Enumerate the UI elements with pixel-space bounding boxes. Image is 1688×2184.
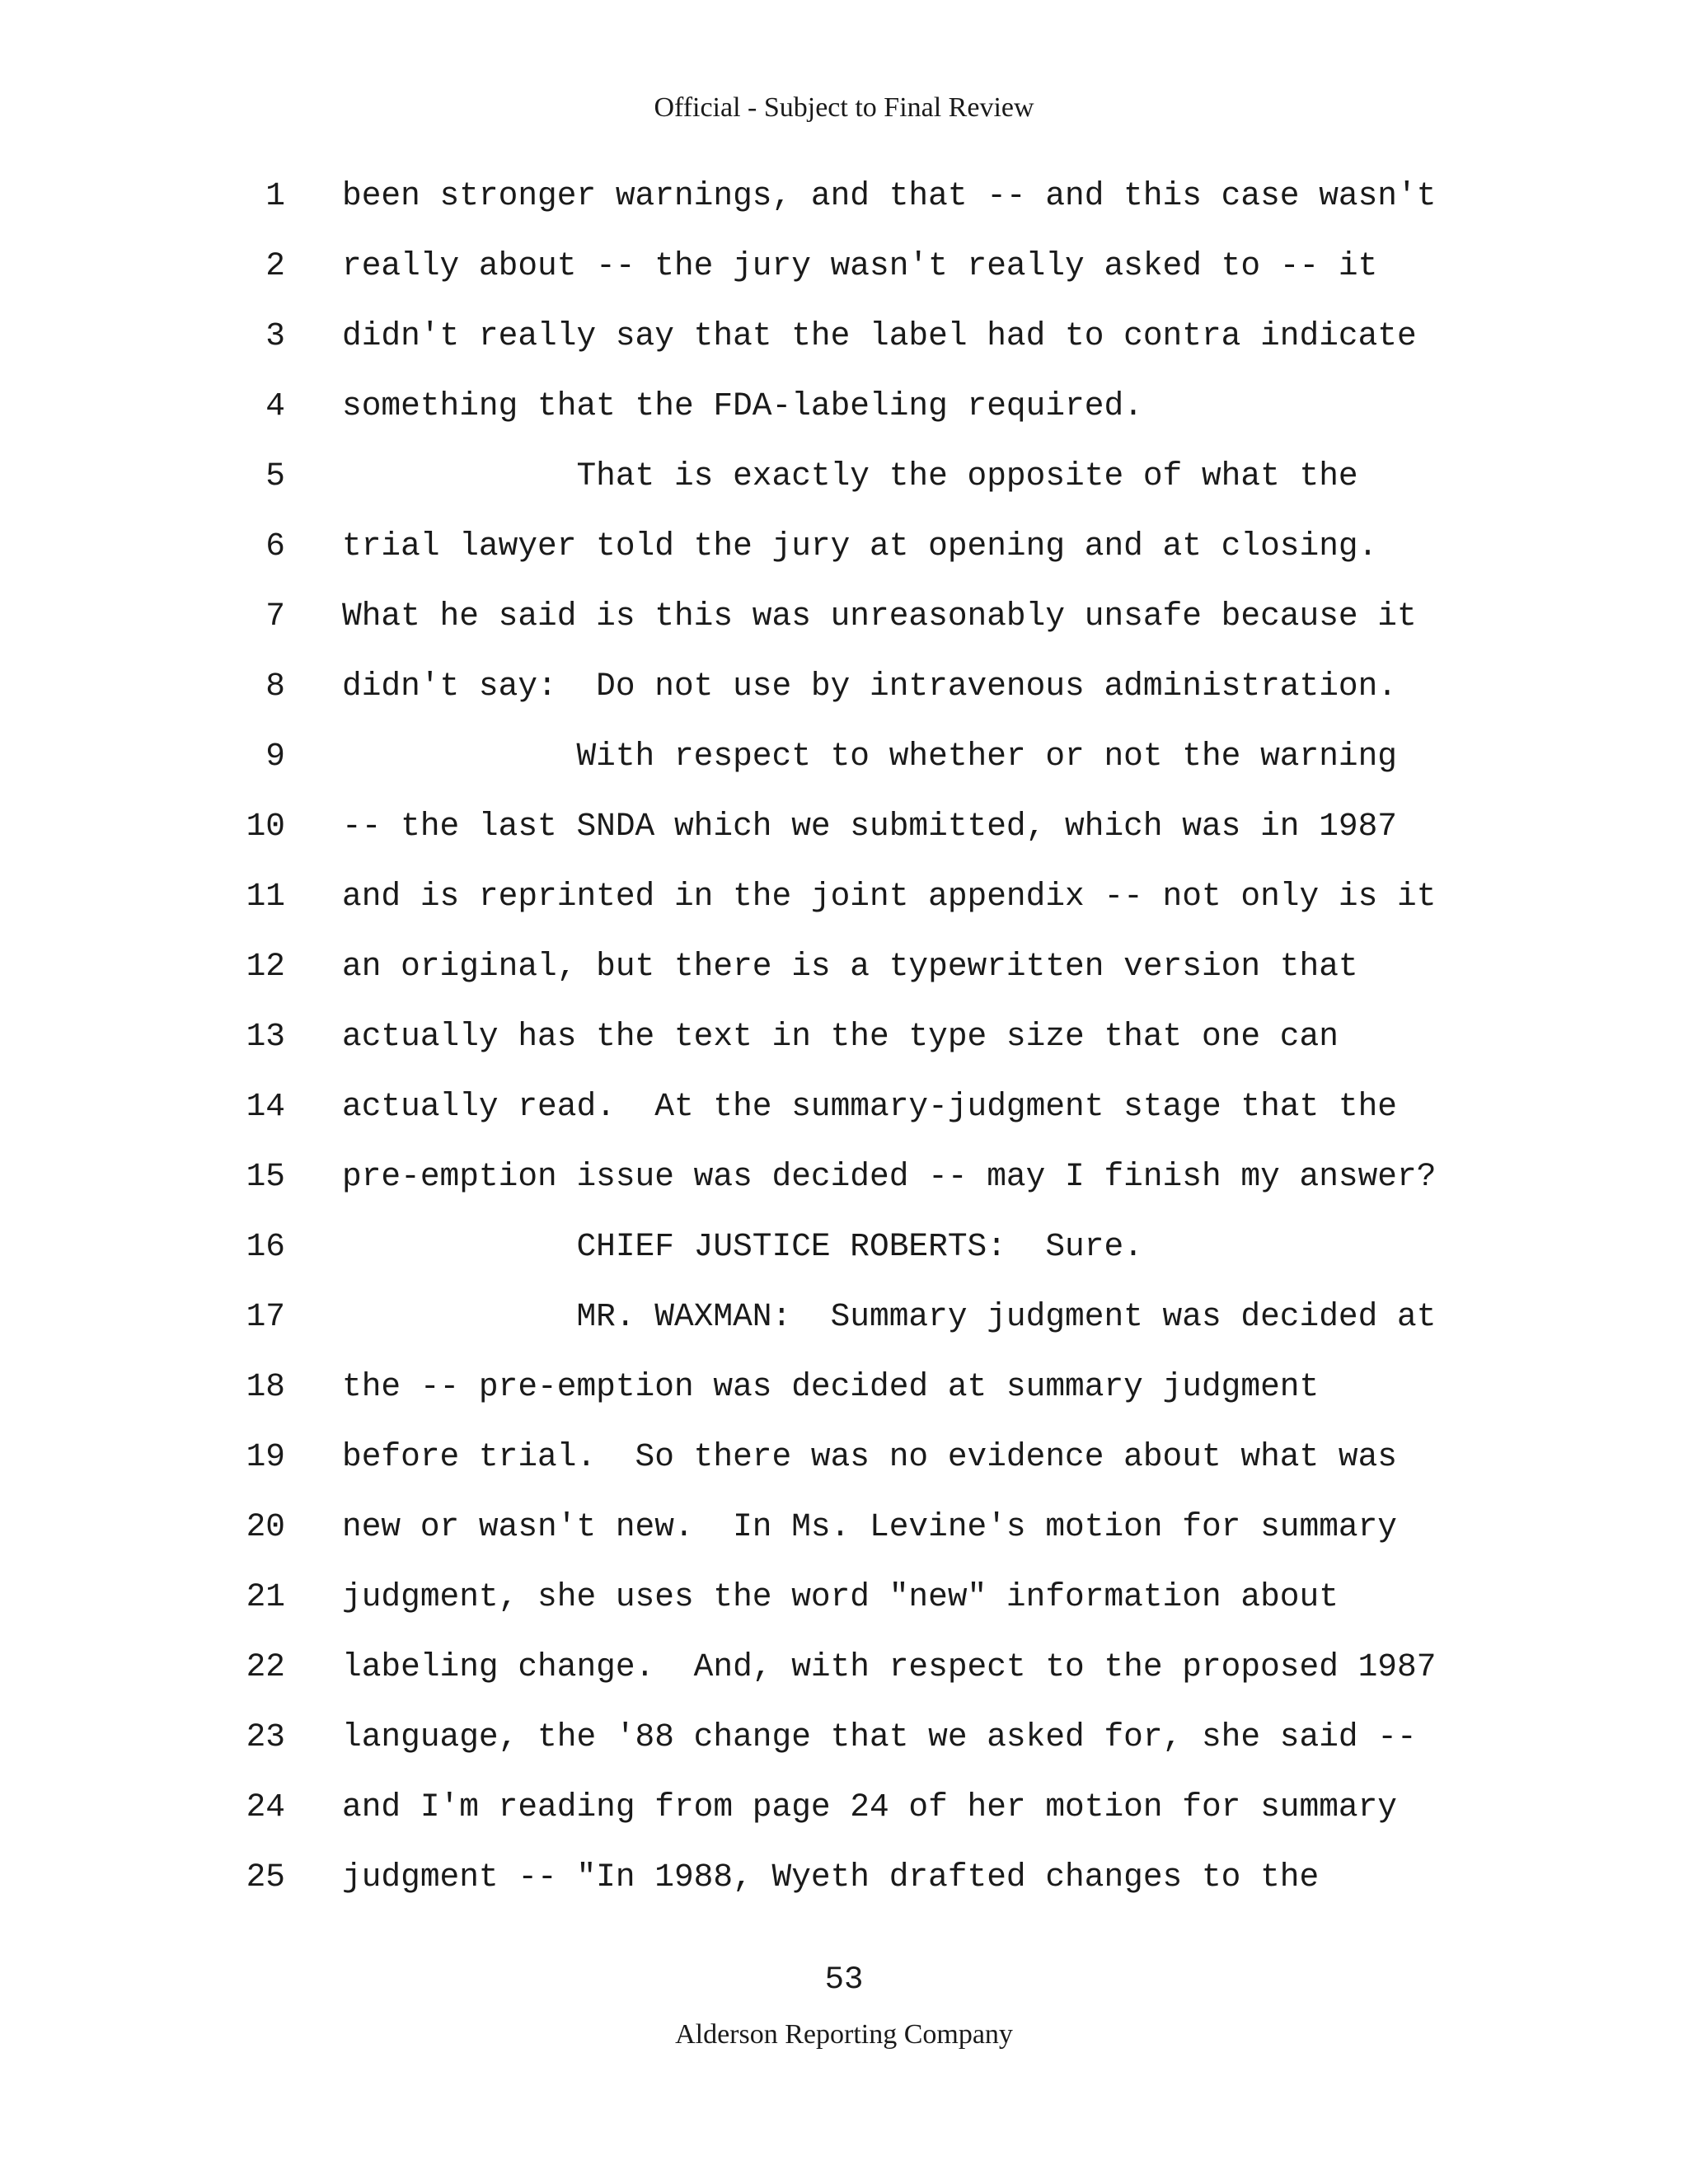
line-number: 24: [246, 1788, 285, 1825]
line-text: With respect to whether or not the warning: [342, 738, 1398, 775]
transcript-line: [0, 1783, 1688, 1853]
line-text: been stronger warnings, and that -- and this case wasn't: [342, 177, 1437, 214]
line-text: -- the last SNDA which we submitted, which was in 1987: [342, 808, 1398, 845]
transcript-line: [0, 382, 1688, 452]
line-text: and I'm reading from page 24 of her motion for summary: [342, 1788, 1398, 1825]
line-number: 8: [265, 668, 285, 705]
transcript-line: [0, 942, 1688, 1012]
line-text: CHIEF JUSTICE ROBERTS: Sure.: [342, 1228, 1143, 1265]
line-number: 19: [246, 1438, 285, 1475]
line-number: 21: [246, 1578, 285, 1615]
line-text: didn't say: Do not use by intravenous administration.: [342, 668, 1398, 705]
line-number: 22: [246, 1648, 285, 1685]
line-number: 14: [246, 1088, 285, 1125]
line-number: 11: [246, 878, 285, 915]
transcript-line: [0, 662, 1688, 732]
line-text: judgment, she uses the word "new" information about: [342, 1578, 1339, 1615]
transcript-line: [0, 1853, 1688, 1923]
line-text: didn't really say that the label had to contra indicate: [342, 317, 1417, 354]
transcript-line: [0, 241, 1688, 312]
transcript-line: [0, 171, 1688, 241]
transcript-line: [0, 1572, 1688, 1643]
line-number: 10: [246, 808, 285, 845]
line-number: 15: [246, 1158, 285, 1195]
line-text: pre-emption issue was decided -- may I finish my answer?: [342, 1158, 1437, 1195]
transcript-line: [0, 592, 1688, 662]
transcript-line: [0, 1012, 1688, 1082]
transcript-line: [0, 1713, 1688, 1783]
page-footer: Alderson Reporting Company: [675, 2019, 1013, 2050]
line-text: That is exactly the opposite of what the: [342, 457, 1358, 494]
line-text: What he said is this was unreasonably unsafe because it: [342, 598, 1417, 635]
line-text: MR. WAXMAN: Summary judgment was decided at: [342, 1298, 1437, 1335]
transcript-line: [0, 872, 1688, 942]
line-number: 1: [265, 177, 285, 214]
page-number: 53: [824, 1961, 864, 1998]
line-number: 17: [246, 1298, 285, 1335]
transcript-line: [0, 1292, 1688, 1362]
transcript-line: [0, 1082, 1688, 1152]
transcript-line: [0, 1362, 1688, 1432]
line-number: 6: [265, 527, 285, 565]
transcript-line: [0, 522, 1688, 592]
transcript-line: [0, 312, 1688, 382]
line-number: 3: [265, 317, 285, 354]
line-text: labeling change. And, with respect to the proposed 1987: [342, 1648, 1437, 1685]
line-text: before trial. So there was no evidence about what was: [342, 1438, 1398, 1475]
line-text: trial lawyer told the jury at opening and at closing.: [342, 527, 1378, 565]
transcript-line: [0, 1643, 1688, 1713]
line-text: judgment -- "In 1988, Wyeth drafted changes to the: [342, 1858, 1320, 1896]
line-number: 7: [265, 598, 285, 635]
transcript-line: [0, 1222, 1688, 1292]
line-number: 9: [265, 738, 285, 775]
line-number: 23: [246, 1718, 285, 1755]
transcript-line: [0, 802, 1688, 872]
line-number: 2: [265, 247, 285, 284]
transcript-line: [0, 1502, 1688, 1572]
transcript-line: [0, 1152, 1688, 1222]
transcript-line: [0, 452, 1688, 522]
line-text: the -- pre-emption was decided at summary judgment: [342, 1368, 1320, 1405]
transcript-line: [0, 1432, 1688, 1502]
line-text: language, the '88 change that we asked for, she said --: [342, 1718, 1417, 1755]
line-number: 12: [246, 948, 285, 985]
line-number: 16: [246, 1228, 285, 1265]
transcript-line: [0, 732, 1688, 802]
line-text: really about -- the jury wasn't really asked to -- it: [342, 247, 1378, 284]
line-text: actually read. At the summary-judgment stage that the: [342, 1088, 1398, 1125]
page-header: Official - Subject to Final Review: [654, 92, 1034, 123]
line-number: 25: [246, 1858, 285, 1896]
line-text: an original, but there is a typewritten version that: [342, 948, 1358, 985]
line-number: 5: [265, 457, 285, 494]
line-number: 20: [246, 1508, 285, 1545]
line-text: new or wasn't new. In Ms. Levine's motion for summary: [342, 1508, 1398, 1545]
line-text: and is reprinted in the joint appendix -- not only is it: [342, 878, 1437, 915]
line-number: 4: [265, 387, 285, 424]
line-number: 18: [246, 1368, 285, 1405]
line-number: 13: [246, 1018, 285, 1055]
line-text: actually has the text in the type size that one can: [342, 1018, 1339, 1055]
line-text: something that the FDA-labeling required.: [342, 387, 1143, 424]
